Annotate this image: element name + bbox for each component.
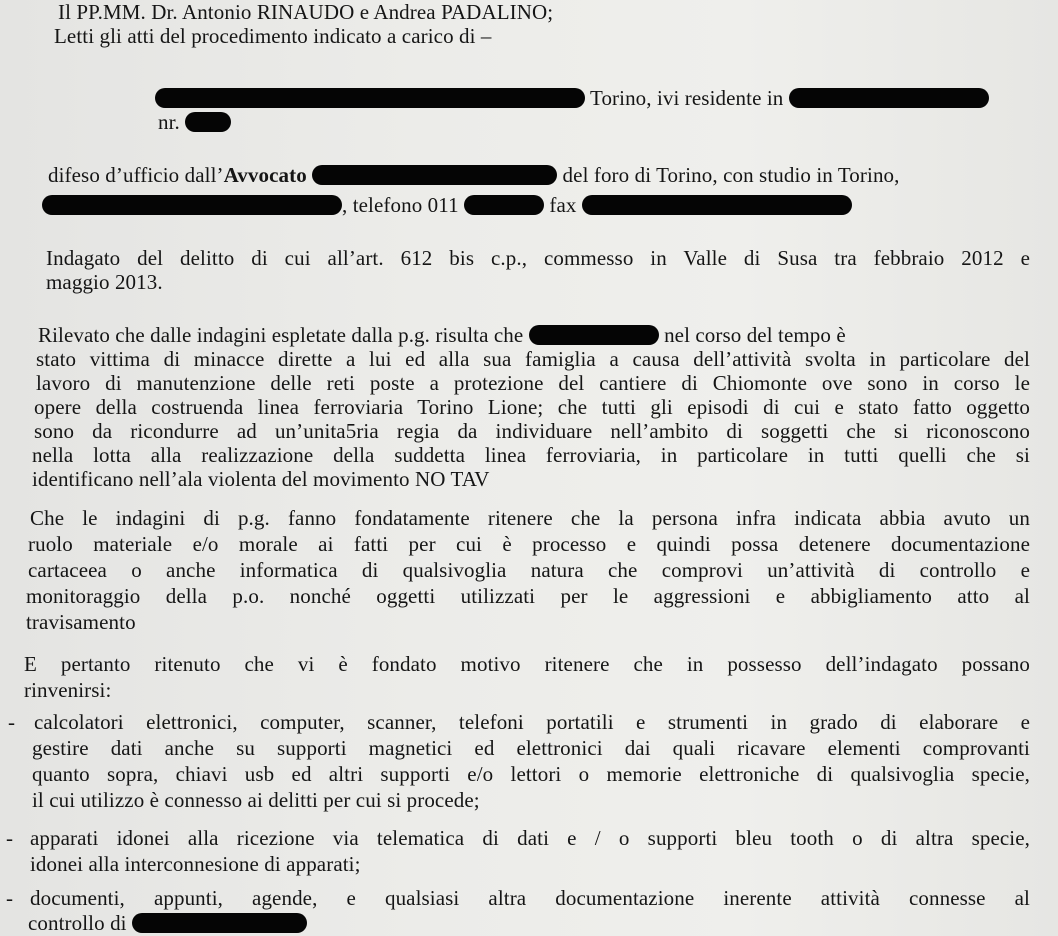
list-dash-1: -	[8, 710, 15, 734]
list-item-1-line-4: il cui utilizzo è connesso ai delitti per cui si procede;	[32, 788, 480, 812]
redaction-victim-name	[529, 325, 659, 345]
rilevato-line-2: stato vittima di minacce dirette a lui ed alla sua famiglia a causa dell’attività svolta in particolare del	[36, 347, 1030, 371]
rilevato-line-5: sono da ricondurre ad un’unita5ria regia da individuare nell’ambito di soggetti che si riconoscono	[34, 419, 1030, 443]
list-dash-2: -	[6, 826, 13, 850]
redaction-house-number	[185, 112, 231, 132]
list-item-2-line-1: apparati idonei alla ricezione via telematica di dati e / o supporti bleu tooth o di altra specie,	[30, 826, 1030, 850]
redaction-control-target	[132, 913, 307, 933]
list-item-1-line-1: calcolatori elettronici, computer, scanner, telefoni portatili e strumenti in grado di elaborare e	[34, 710, 1030, 734]
list-item-1-line-2: gestire dati anche su supporti magnetici ed elettronici dai quali ricavare elementi comprovanti	[32, 736, 1030, 760]
lawyer-phone-label: , telefono 011	[342, 193, 459, 217]
redaction-phone	[464, 195, 544, 215]
suspect-line-2	[158, 110, 231, 134]
redaction-lawyer-address	[42, 195, 342, 215]
header-line-2: Letti gli atti del procedimento indicato a carico di –	[54, 24, 492, 48]
redaction-suspect-address	[789, 88, 989, 108]
lawyer-intro: difeso d’ufficio dall’	[48, 163, 224, 187]
che-line-3: cartaceea o anche informatica di qualsivoglia natura che comprovi un’attività di controllo e	[28, 558, 1030, 582]
redaction-lawyer-name	[312, 165, 557, 185]
lawyer-title: Avvocato	[223, 163, 307, 187]
list-item-2-line-2: idonei alla interconnesione di apparati;	[30, 852, 361, 876]
list-item-3-line-2	[28, 911, 307, 935]
redaction-suspect-name	[155, 88, 585, 108]
rilevato-line-4: opere della costruenda linea ferroviaria Torino Lione; che tutti gli episodi di cui e stato fatto oggetto	[34, 395, 1030, 419]
che-line-2: ruolo materiale e/o morale ai fatti per cui è processo e quindi possa detenere documentazione	[28, 532, 1030, 556]
rilevato-line-7: identificano nell’ala violenta del movimento NO TAV	[32, 467, 490, 491]
suspect-number-label: nr.	[158, 110, 180, 134]
rilevato-line-6: nella lotta alla realizzazione della suddetta linea ferroviaria, in particolare in tutti quelli che si	[32, 443, 1030, 467]
lawyer-line-1	[48, 163, 900, 187]
suspect-line-1	[155, 86, 1025, 110]
suspect-birthplace: Torino, ivi residente in	[589, 86, 784, 110]
pertanto-line-2: rinvenirsi:	[24, 678, 112, 702]
rilevato-line-3: lavoro di manutenzione delle reti poste a protezione del cantiere di Chiomonte ove sono in corso le	[36, 371, 1030, 395]
che-line-5: travisamento	[26, 610, 136, 634]
charge-line-1: Indagato del delitto di cui all’art. 612 bis c.p., commesso in Valle di Susa tra febbraio 2012 e	[46, 246, 1030, 270]
pertanto-line-1: E pertanto ritenuto che vi è fondato motivo ritenere che in possesso dell’indagato possano	[24, 652, 1030, 676]
rilevato-text: Rilevato che dalle indagini espletate dalla p.g. risulta che	[38, 323, 524, 347]
lawyer-fax-label: fax	[549, 193, 577, 217]
rilevato-text-cont: nel corso del tempo è	[664, 323, 846, 347]
list-item-3-text: controllo di	[28, 911, 127, 935]
che-line-1: Che le indagini di p.g. fanno fondatamente ritenere che la persona infra indicata abbia avuto un	[30, 506, 1030, 530]
list-dash-3: -	[6, 886, 13, 910]
rilevato-line-1	[38, 323, 1030, 347]
charge-line-2: maggio 2013.	[46, 270, 163, 294]
list-item-1-line-3: quanto sopra, chiavi usb ed altri supporti e/o lettori o memorie elettroniche di qualsivoglia specie,	[32, 762, 1030, 786]
list-item-3-line-1: documenti, appunti, agende, e qualsiasi altra documentazione inerente attività connesse al	[30, 886, 1030, 910]
che-line-4: monitoraggio della p.o. nonché oggetti utilizzati per le aggressioni e abbigliamento atto al	[26, 584, 1030, 608]
lawyer-forum: del foro di Torino, con studio in Torino,	[562, 163, 900, 187]
redaction-fax	[582, 195, 852, 215]
header-line-1: Il PP.MM. Dr. Antonio RINAUDO e Andrea PADALINO;	[58, 0, 554, 24]
lawyer-line-2	[42, 193, 852, 217]
